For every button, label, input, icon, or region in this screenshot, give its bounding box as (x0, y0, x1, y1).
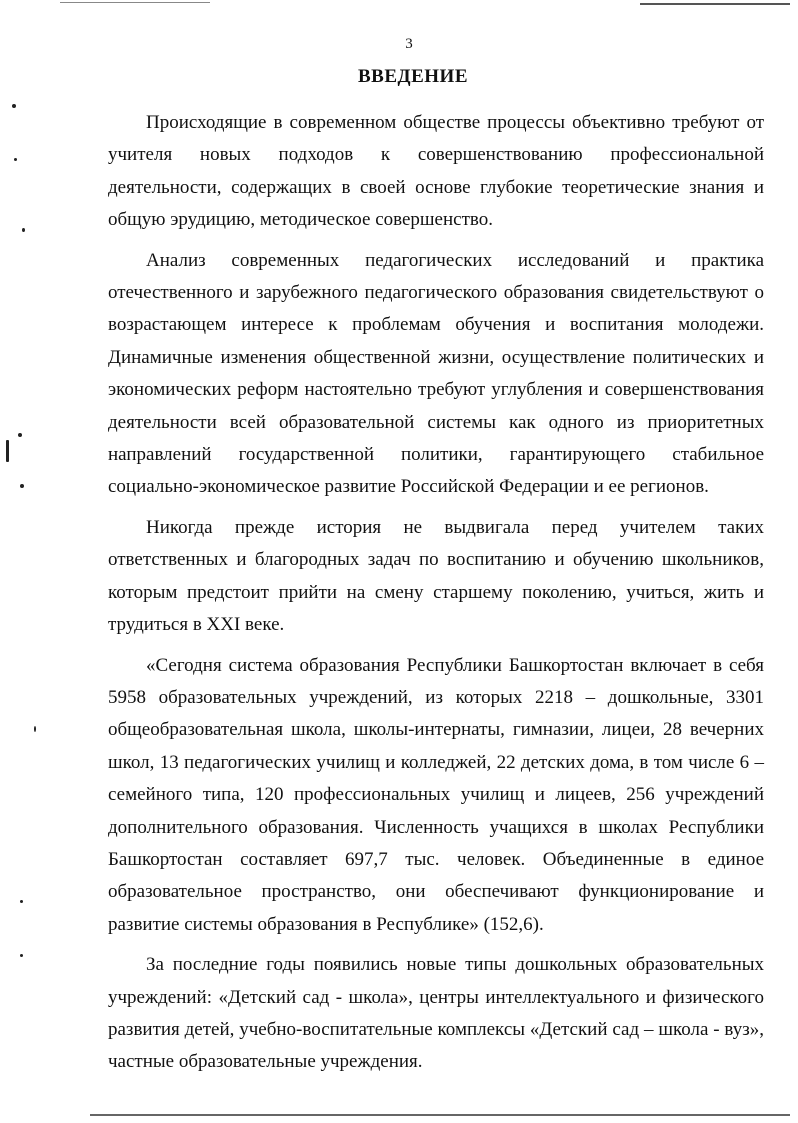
scan-speck (22, 228, 25, 232)
scan-speck (34, 726, 36, 732)
scan-speck (14, 158, 17, 161)
paragraph-3: Никогда прежде история не выдвигала перед учителем таких ответственных и благородных задач по воспитанию и обучению школьников, которым предстоит прийти на смену старшему поколению, учиться, жить и трудиться в XXI веке. (108, 516, 764, 636)
body-text (108, 107, 764, 1079)
paragraph-1: Происходящие в современном обществе процессы объективно требуют от учителя новых подходов к совершенствованию профессиональной деятельности, содержащих в своей основе глубокие теоретические знания и общую эрудицию, методическое совершенство. (108, 112, 764, 231)
page-number: 3 (405, 36, 413, 52)
scan-edge-top-left (60, 2, 210, 3)
scan-speck (20, 484, 24, 488)
scan-speck (12, 104, 16, 108)
paragraph-5: За последние годы появились новые типы дошкольных образовательных учреждений: «Детский сад - школа», центры интеллектуального и физического развития детей, учебно-воспитательные комплексы «Детский сад – школа - вуз», частные образовательные учреждения. (108, 954, 764, 1073)
scan-speck (6, 440, 9, 462)
scan-edge-top-right (640, 3, 790, 5)
section-title: ВВЕДЕНИЕ (358, 66, 468, 87)
scan-speck (20, 954, 23, 957)
scan-speck (20, 900, 23, 903)
scan-speck (18, 433, 22, 437)
scan-edge-bottom (90, 1114, 790, 1116)
paragraph-2: Анализ современных педагогических исследований и практика отечественного и зарубежного педагогического образования свидетельствуют о возрастающем интересе к проблемам обучения и воспитания молодежи. Динамичные изменения общественной жизни, осуществление политических и экономических реформ настоятельно требуют углубления и совершенствования деятельности всей образовательной системы как одного из приоритетных направлений государственной политики, гарантирующего стабильное социально-экономическое развитие Российской Федерации и ее регионов. (108, 249, 764, 498)
paragraph-4: «Сегодня система образования Республики Башкортостан включает в себя 5958 образовательных учреждений, из которых 2218 – дошкольные, 3301 общеобразовательная школа, школы-интернаты, гимназии, лицеи, 28 вечерних школ, 13 педагогических училищ и колледжей, 22 детских дома, в том числе 6 – семейного типа, 120 профессиональных училищ и лицеев, 256 учреждений дополнительного образования. Численность учащихся в школах Республики Башкортостан составляет 697,7 тыс. человек. Объединенные в единое образовательное пространство, они обеспечивают функционирование и развитие системы образования в Республике» (152,6). (108, 654, 764, 935)
